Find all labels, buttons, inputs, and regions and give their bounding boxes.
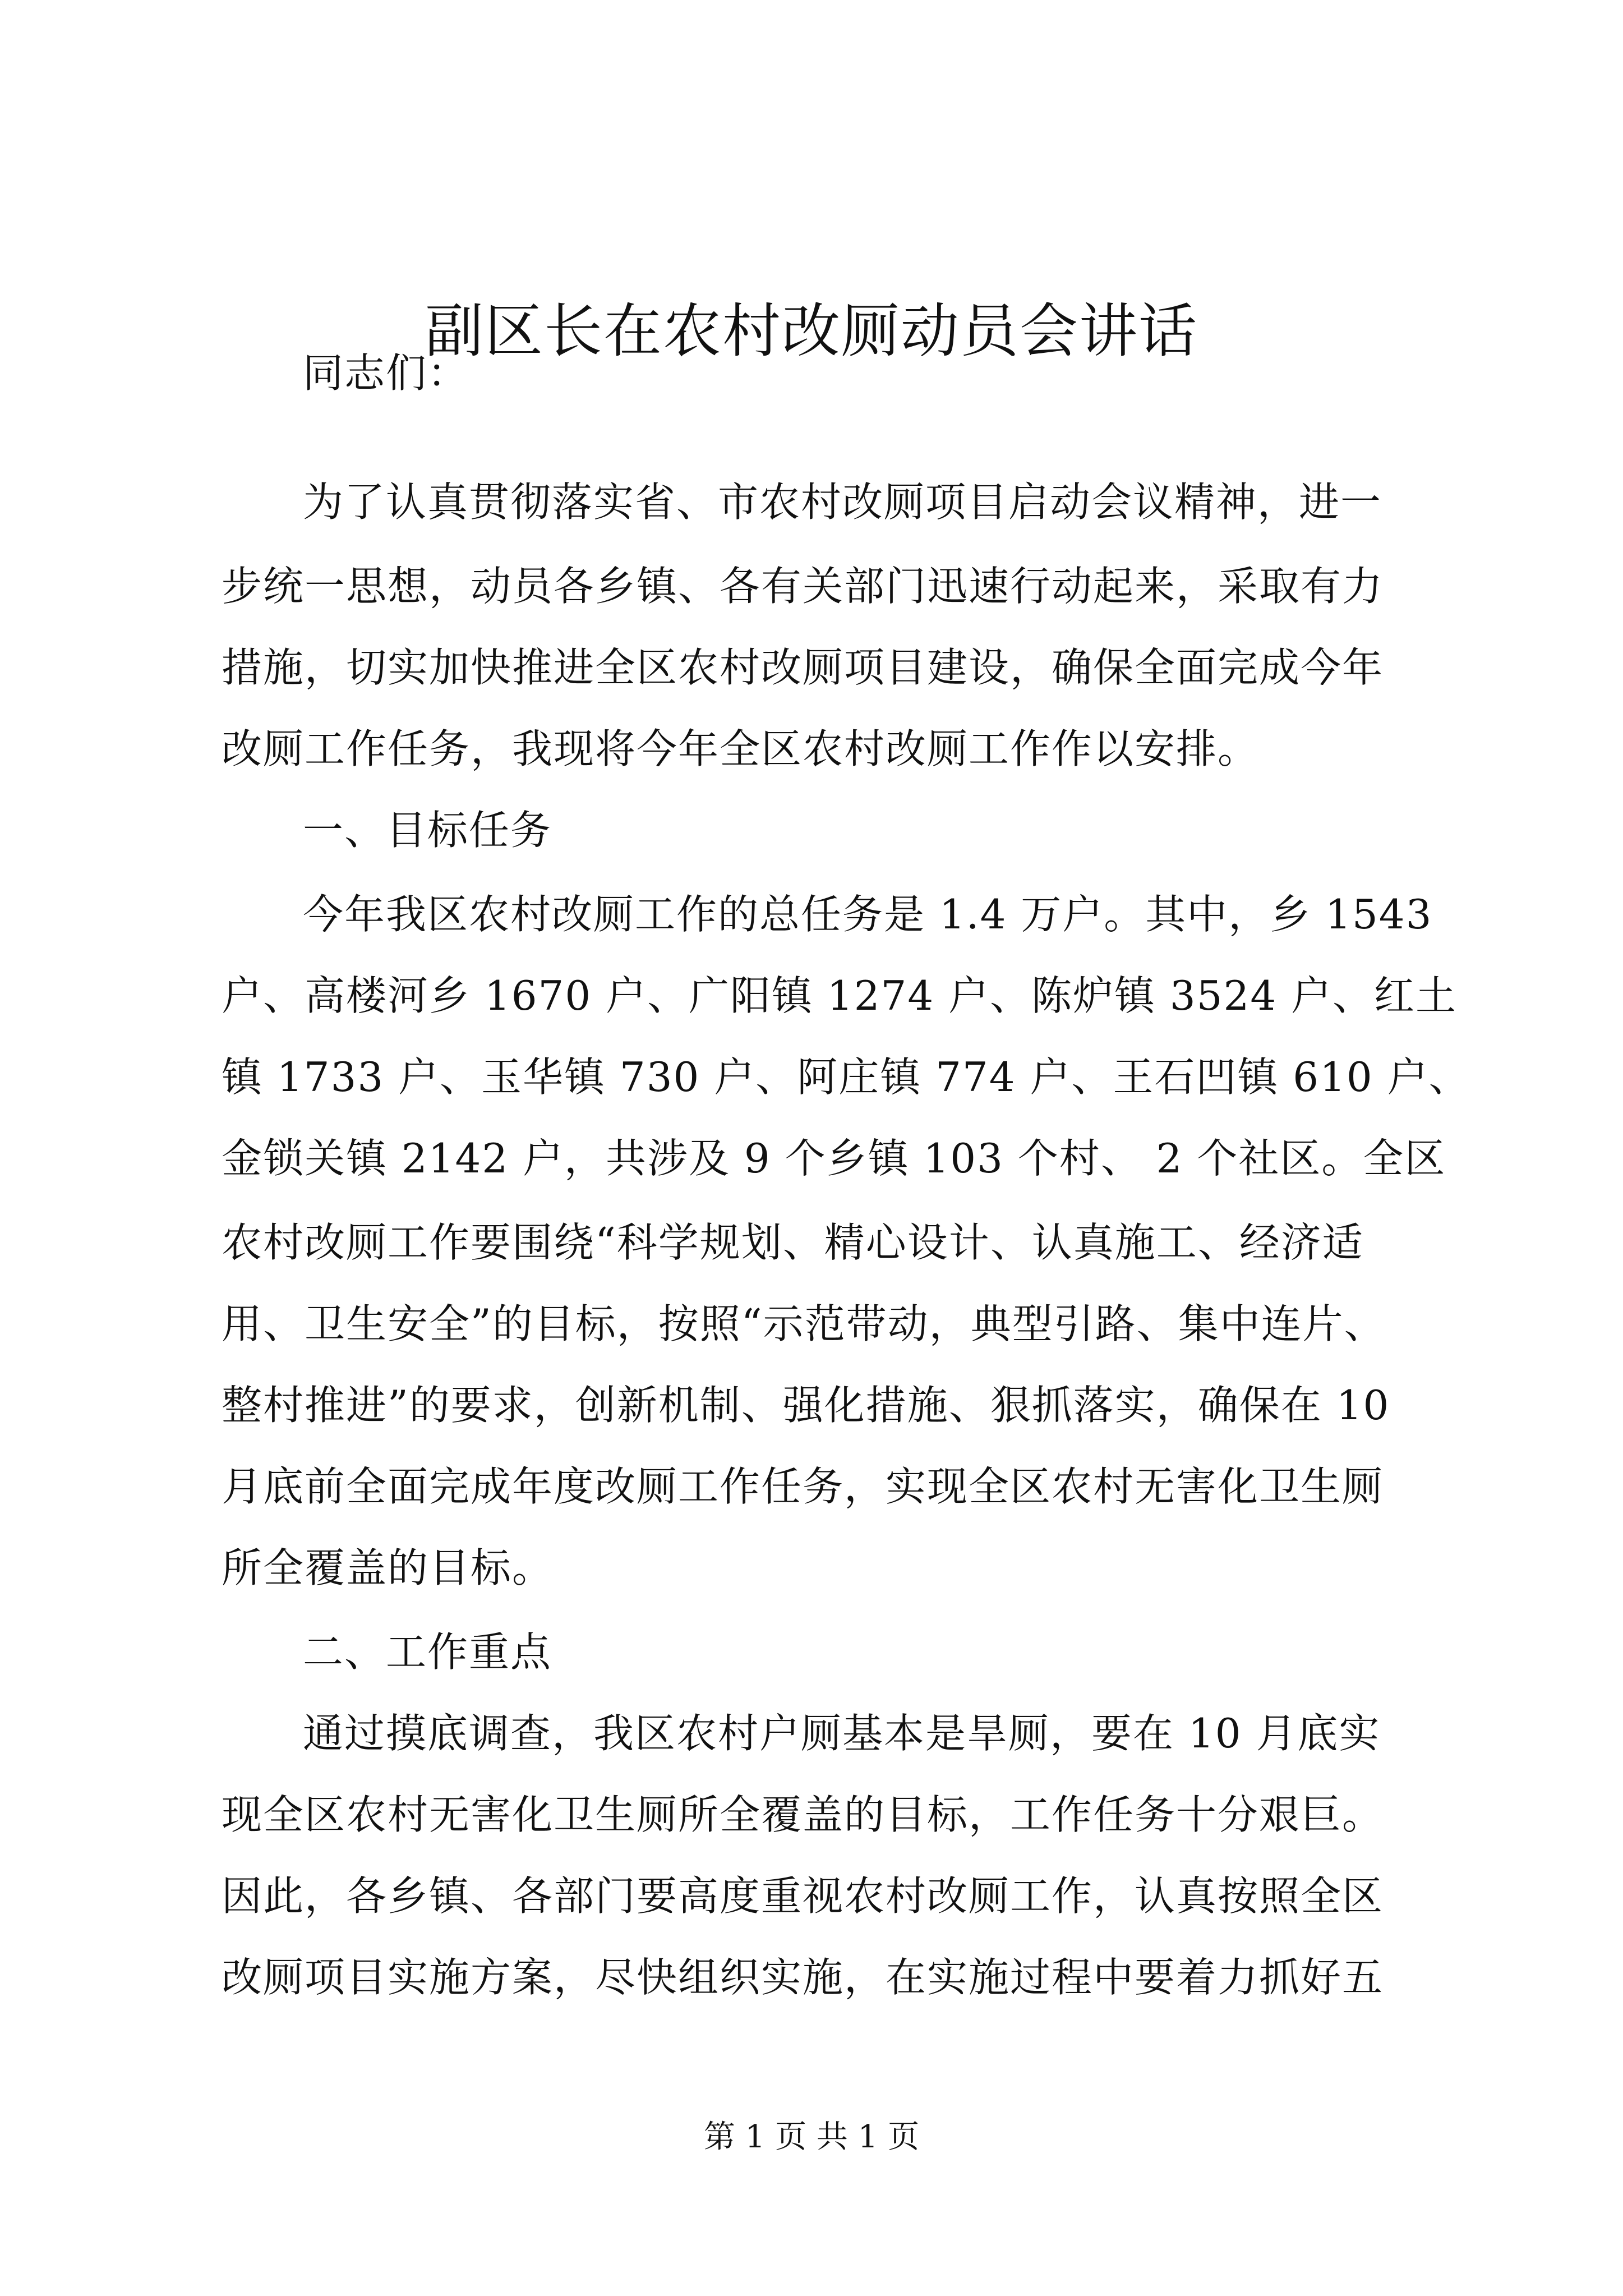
page-number-footer: 第 1 页 共 1 页 [703, 2119, 920, 2155]
paragraph-line: 月底前全面完成年度改厕工作任务，实现全区农村无害化卫生厕 [222, 1463, 1384, 1510]
paragraph-line: 用、卫生安全”的目标，按照“示范带动，典型引路、集中连片、 [222, 1300, 1386, 1347]
document-title: 副区长在农村改厕动员会讲话 [425, 297, 1198, 365]
paragraph-line: 措施，切实加快推进全区农村改厕项目建设，确保全面完成今年 [222, 644, 1384, 691]
paragraph-line: 改厕工作任务，我现将今年全区农村改厕工作作以安排。 [222, 725, 1260, 772]
section-heading: 二、工作重点 [303, 1628, 552, 1676]
paragraph-line: 现全区农村无害化卫生厕所全覆盖的目标，工作任务十分艰巨。 [222, 1791, 1384, 1838]
paragraph-line: 为了认真贯彻落实省、市农村改厕项目启动会议精神，进一 [303, 478, 1382, 526]
paragraph-line: 户、高楼河乡 1670 户、广阳镇 1274 户、陈炉镇 3524 户、红土 [222, 972, 1458, 1019]
paragraph-line: 通过摸底调查，我区农村户厕基本是旱厕，要在 10 月底实 [303, 1710, 1381, 1757]
paragraph-line: 镇 1733 户、玉华镇 730 户、阿庄镇 774 户、王石凹镇 610 户、 [222, 1053, 1470, 1101]
paragraph-line: 因此，各乡镇、各部门要高度重视农村改厕工作，认真按照全区 [222, 1872, 1384, 1920]
paragraph-line: 金锁关镇 2142 户，共涉及 9 个乡镇 103 个村、 2 个社区。全区 [222, 1135, 1446, 1182]
salutation-line: 同志们： [303, 349, 469, 397]
section-heading: 一、目标任务 [303, 807, 552, 854]
paragraph-line: 改厕项目实施方案，尽快组织实施，在实施过程中要着力抓好五 [222, 1954, 1384, 2001]
paragraph-line: 农村改厕工作要围绕“科学规划、精心设计、认真施工、经济适 [222, 1219, 1364, 1266]
paragraph-line: 所全覆盖的目标。 [222, 1544, 554, 1591]
paragraph-line: 今年我区农村改厕工作的总任务是 1.4 万户。其中，乡 1543 [303, 891, 1433, 938]
paragraph-line: 步统一思想，动员各乡镇、各有关部门迅速行动起来，采取有力 [222, 563, 1384, 610]
paragraph-line: 整村推进”的要求，创新机制、强化措施、狠抓落实，确保在 10 [222, 1382, 1390, 1429]
